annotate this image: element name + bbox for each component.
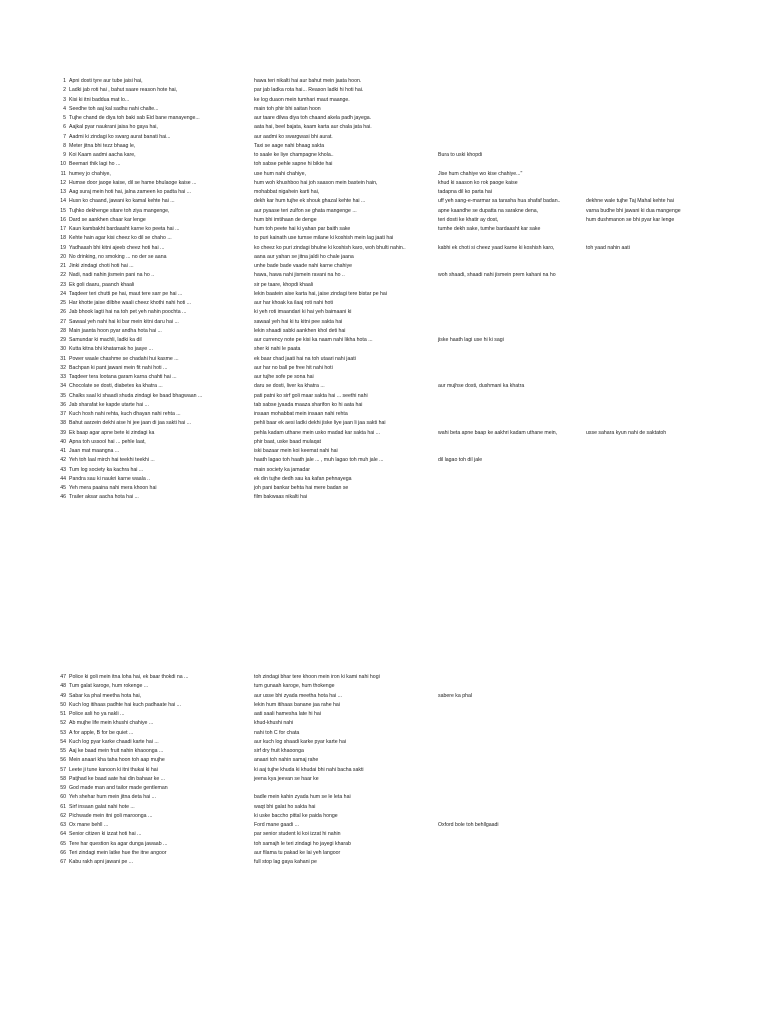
cell-col-c: kabhi ek choti si cheez yaad karne ki koshish karo, bbox=[438, 244, 555, 251]
row-number: 10 bbox=[60, 161, 66, 168]
cell-col-a: Har khotte jaise dilbhe waali cheez khothi nahi hoti ... bbox=[69, 300, 191, 306]
cell-col-a: Tere har question ka agar dunga jawaab ... bbox=[69, 840, 168, 847]
cell-col-a: Kuch hosh nahi rehta, kuch dhayan nahi rehta ... bbox=[69, 411, 181, 417]
cell-col-c: tadapna dil ko parta hai bbox=[438, 189, 492, 195]
cell-col-b: lekin baatein aise karta hai, jaise zindagi tere bistar pe hai bbox=[254, 290, 387, 297]
table-row bbox=[0, 382, 768, 391]
row-number: 35 bbox=[60, 392, 66, 399]
cell-col-a: Main jaanta hoon pyar andha hota hai ... bbox=[69, 327, 162, 334]
cell-col-b: toh zindagi bhar tere khoon mein iron ki kami nahi hogi bbox=[254, 674, 380, 680]
cell-col-a: Tum galat karoge, hum rokenge ... bbox=[69, 683, 149, 690]
row-number: 26 bbox=[60, 309, 66, 316]
table-row bbox=[0, 327, 768, 336]
row-number: 6 bbox=[63, 124, 66, 131]
cell-col-b: ke log duaon mein tumhari maut maange. bbox=[254, 96, 350, 103]
row-number: 21 bbox=[60, 263, 66, 269]
dialogue-table-bottom bbox=[0, 673, 768, 867]
row-number: 7 bbox=[63, 133, 66, 140]
cell-col-c: Jise hum chahiye wo kise chahiye..." bbox=[438, 170, 523, 177]
cell-col-a: Jinki zindagi choti hoti hai ... bbox=[69, 263, 134, 269]
row-number: 15 bbox=[60, 207, 66, 214]
table-row bbox=[0, 840, 768, 849]
cell-col-a: Ladki jab roti hai , bahut saare reason hote hai, bbox=[69, 87, 178, 94]
row-number: 16 bbox=[60, 216, 66, 223]
table-row bbox=[0, 401, 768, 410]
row-number: 53 bbox=[60, 729, 66, 736]
table-row bbox=[0, 262, 768, 271]
row-number: 40 bbox=[60, 438, 66, 445]
table-row bbox=[0, 701, 768, 710]
cell-col-a: Trailer aksar aacha hota hai ... bbox=[69, 494, 139, 501]
table-row bbox=[0, 803, 768, 812]
cell-col-a: Apni dosti tyre aur tube jaisi hai, bbox=[69, 78, 143, 84]
cell-col-a: Jaan mat maangna ... bbox=[69, 448, 120, 454]
table-row bbox=[0, 160, 768, 169]
table-row bbox=[0, 493, 768, 502]
table-row bbox=[0, 438, 768, 447]
table-row bbox=[0, 793, 768, 802]
cell-col-a: Kisi ki itni baddua mat lo... bbox=[69, 96, 130, 103]
cell-col-b: hum toh peete hai ki yahan par baith sake bbox=[254, 226, 351, 232]
row-number: 56 bbox=[60, 757, 66, 764]
cell-col-b: aur har khoak ka ilaaj roti nahi hoti bbox=[254, 300, 334, 306]
cell-col-d: toh yaad nahin aati bbox=[586, 244, 630, 251]
table-row bbox=[0, 766, 768, 775]
row-number: 44 bbox=[60, 475, 66, 482]
dialogue-table-top bbox=[0, 77, 768, 503]
cell-col-b: aur tujhe sofe pe sona hai bbox=[254, 374, 314, 380]
cell-col-a: Pichwade mein itni goli maroonga ... bbox=[69, 812, 153, 819]
cell-col-a: Kaun kambakht bardaasht karne ko peeta hai ... bbox=[69, 226, 180, 232]
cell-col-c: apne kaandhe se dupatta na sarakne dena, bbox=[438, 207, 539, 214]
cell-col-c: woh shaadi, shaadi nahi jismein prem kahani na ho bbox=[438, 272, 556, 279]
cell-col-a: Aaj ke baad mein fruit nahin khaoonga ... bbox=[69, 748, 164, 754]
cell-col-b: aana aur yahan se jitna jaldi ho chale jaana bbox=[254, 253, 354, 260]
cell-col-b: aata hai, beel bajata, kaam karta aur chala jata hai. bbox=[254, 124, 372, 131]
row-number: 47 bbox=[60, 674, 66, 680]
cell-col-b: badle mein kahin zyada hum se le leta hai bbox=[254, 794, 351, 801]
cell-col-d: usse sahara kyun nahi de saktatoh bbox=[586, 429, 667, 436]
cell-col-a: Yadhaash bhi kitni ajeeb cheez hoti hai ... bbox=[69, 244, 165, 251]
cell-col-a: Seedhe toh aaj kal sadhu nahi chalte... bbox=[69, 105, 159, 112]
cell-col-b: sir pe taare, khopdi khaali bbox=[254, 281, 314, 288]
table-row bbox=[0, 830, 768, 839]
row-number: 33 bbox=[60, 374, 66, 380]
cell-col-a: Leete ji tune kanoon ki itni thukai ki hai bbox=[69, 766, 158, 773]
cell-col-b: use hum nahi chahiye, bbox=[254, 170, 306, 177]
table-row bbox=[0, 96, 768, 105]
cell-col-c: dil lagao toh dil jale bbox=[438, 457, 483, 464]
cell-col-a: Bahut aarzein dekhi aise hi jee jaan di jaa sakti hai ... bbox=[69, 420, 191, 427]
cell-col-b: sher ki nahi le paata bbox=[254, 346, 301, 353]
row-number: 49 bbox=[60, 692, 66, 699]
row-number: 24 bbox=[60, 290, 66, 297]
cell-col-b: khud-khushi nahi bbox=[254, 720, 294, 727]
table-row bbox=[0, 308, 768, 317]
cell-col-a: Kuch log pyar karke chaadi karte hai ... bbox=[69, 738, 159, 745]
row-number: 18 bbox=[60, 235, 66, 242]
row-number: 19 bbox=[60, 244, 66, 251]
cell-col-c: teri dosti ke khatir ay dost, bbox=[438, 216, 499, 223]
cell-col-a: Ek baap agar apne bete ki zindagi ka bbox=[69, 429, 155, 436]
row-number: 2 bbox=[63, 87, 66, 94]
cell-col-a: Jab sharafat ke kapde utarte hai ... bbox=[69, 401, 149, 408]
table-row bbox=[0, 114, 768, 123]
table-row bbox=[0, 197, 768, 206]
cell-col-b: toh sabse pehle sapne hi bikte hai bbox=[254, 161, 333, 168]
cell-col-c: aur mujhse dosti, dushmani ka khatra bbox=[438, 383, 525, 390]
row-number: 48 bbox=[60, 683, 66, 690]
table-row bbox=[0, 281, 768, 290]
cell-col-a: No drinking, no smoking ... no der se aana bbox=[69, 253, 167, 260]
row-number: 42 bbox=[60, 457, 66, 464]
cell-col-a: Yeh toh laal mirch hai teekhi teekhi ... bbox=[69, 457, 155, 464]
table-row bbox=[0, 738, 768, 747]
cell-col-a: Yeh shehar hum mein jitna deta hai ... bbox=[69, 794, 156, 801]
cell-col-b: ki yeh roti imaandari ki hai yeh baimaani ki bbox=[254, 309, 352, 316]
table-row bbox=[0, 719, 768, 728]
row-number: 65 bbox=[60, 840, 66, 847]
cell-col-c: wahi beta apne baap ke aakhri kadam uthane mein, bbox=[438, 429, 558, 436]
cell-col-a: Koi Kaam aadmi aacha kare, bbox=[69, 152, 136, 158]
row-number: 25 bbox=[60, 300, 66, 306]
cell-col-d: varna budhe bhi jawani ki dua mangenge bbox=[586, 207, 681, 214]
row-number: 63 bbox=[60, 822, 66, 828]
cell-col-a: Kehte hain agar kisi cheez ko dil se chaho ... bbox=[69, 235, 172, 242]
table-row bbox=[0, 849, 768, 858]
cell-col-b: joh pani bankar behta hai mere badan se bbox=[254, 485, 349, 491]
table-row bbox=[0, 784, 768, 793]
row-number: 5 bbox=[63, 115, 66, 121]
table-row bbox=[0, 299, 768, 308]
cell-col-a: Mein anaari kha taha hoon toh aap mujhe bbox=[69, 757, 165, 764]
table-row bbox=[0, 355, 768, 364]
table-row bbox=[0, 775, 768, 784]
table-row bbox=[0, 475, 768, 484]
table-row bbox=[0, 858, 768, 867]
cell-col-b: sirf dry fruit khaoonga bbox=[254, 748, 304, 754]
cell-col-b: anaari toh nahin samaj rahe bbox=[254, 757, 319, 764]
row-number: 13 bbox=[60, 189, 66, 195]
cell-col-b: aur kuch log shaadi karke pyar karte hai bbox=[254, 738, 346, 745]
cell-col-b: main toh phir bhi saitan hoon bbox=[254, 105, 321, 112]
table-row bbox=[0, 86, 768, 95]
row-number: 50 bbox=[60, 701, 66, 708]
row-number: 67 bbox=[60, 859, 66, 865]
row-number: 51 bbox=[60, 711, 66, 717]
row-number: 28 bbox=[60, 327, 66, 334]
cell-col-a: God made man and tailor made gentleman bbox=[69, 785, 168, 791]
table-row bbox=[0, 466, 768, 475]
cell-col-b: tab sabse jyaada maaza sharifon ko hi aata hai bbox=[254, 401, 363, 408]
cell-col-a: A for apple, B for be quiet ... bbox=[69, 729, 134, 736]
row-number: 41 bbox=[60, 448, 66, 454]
cell-col-a: Chalks saal ki shaadi shuda zindagi ke baad bhagwaan ... bbox=[69, 392, 203, 399]
table-row bbox=[0, 216, 768, 225]
cell-col-b: dekh kar hum tujhe ek shouk ghazal kehte hai ... bbox=[254, 198, 366, 205]
cell-col-b: haath lagao toh haath jale ... , muh lagao toh muh jale ... bbox=[254, 457, 384, 464]
cell-col-b: aur filama tu pakad ke lai yeh langoor bbox=[254, 849, 341, 856]
cell-col-a: Patjhad ke baad aate hai din bahaar ke ... bbox=[69, 775, 166, 782]
table-row bbox=[0, 133, 768, 142]
table-row bbox=[0, 692, 768, 701]
cell-col-a: Sirf insaan galat nahi hote ... bbox=[69, 803, 135, 810]
row-number: 54 bbox=[60, 738, 66, 745]
cell-col-a: humey jo chahiye, bbox=[69, 170, 111, 177]
row-number: 59 bbox=[60, 785, 66, 791]
table-row bbox=[0, 345, 768, 354]
row-number: 46 bbox=[60, 494, 66, 501]
row-number: 11 bbox=[60, 170, 66, 177]
table-row bbox=[0, 336, 768, 345]
row-number: 64 bbox=[60, 831, 66, 838]
cell-col-b: iski bazaar mein koi keemat nahi hai bbox=[254, 448, 338, 454]
cell-col-b: ek din tujhe dedh sau ka kafan pehnayega bbox=[254, 475, 352, 482]
cell-col-b: to puri kainath use tumse milane ki koshish mein lag jaati hai bbox=[254, 235, 394, 242]
table-row bbox=[0, 142, 768, 151]
cell-col-b: Taxi se aage nahi bhaag sakta bbox=[254, 142, 325, 149]
cell-col-a: Aadmi ki zindagi ko swarg aurat banati hai... bbox=[69, 133, 171, 140]
cell-col-b: Ford mane gaadi ... bbox=[254, 822, 299, 828]
row-number: 37 bbox=[60, 411, 66, 417]
table-row bbox=[0, 77, 768, 86]
table-row bbox=[0, 729, 768, 738]
row-number: 22 bbox=[60, 272, 66, 279]
table-row bbox=[0, 392, 768, 401]
row-number: 9 bbox=[63, 152, 66, 158]
cell-col-a: Pandra sau ki naukri karne waala .. bbox=[69, 475, 151, 482]
cell-col-a: Ek goli daaru, paanch khaali bbox=[69, 281, 135, 288]
table-row bbox=[0, 244, 768, 253]
cell-col-b: aur har no ball pe free hit nahi hoti bbox=[254, 364, 333, 371]
cell-col-b: unhe bade bade vaade nahi karne chahiye bbox=[254, 263, 353, 269]
cell-col-b: insaan mohabbat mein insaan nahi rehta bbox=[254, 411, 348, 417]
cell-col-b: sawaal yeh hai ki tu kitni pee sakta hai bbox=[254, 318, 343, 325]
cell-col-a: Tujhe chand de diya toh baki sab Eid bane manayenge... bbox=[69, 115, 200, 121]
cell-col-c: jiske haath lagi use hi ki sagi bbox=[438, 337, 504, 343]
cell-col-c: Bura to uski khopdi bbox=[438, 152, 483, 158]
cell-col-b: nahi toh C for chata bbox=[254, 729, 300, 736]
table-row bbox=[0, 812, 768, 821]
cell-col-c: khud ki saason ko rok paoge kaise bbox=[438, 179, 518, 186]
table-row bbox=[0, 123, 768, 132]
cell-col-b: par jab ladka rota hai... Reason ladki hi hoti hai. bbox=[254, 87, 364, 94]
table-row bbox=[0, 373, 768, 382]
cell-col-b: aur taare dilwa diya toh chaand akela padh jayega. bbox=[254, 115, 372, 121]
cell-col-b: aur pyaase teri zulfon se ghata mangenge ... bbox=[254, 207, 357, 214]
cell-col-a: Aajkal pyar naukrani jaisa ho gaya hai, bbox=[69, 124, 158, 131]
table-row bbox=[0, 290, 768, 299]
table-row bbox=[0, 105, 768, 114]
cell-col-b: hawa teri nikalti hai aur bahut mein jaata hoon. bbox=[254, 78, 362, 84]
cell-col-a: Meter jitna bhi tezz bhaag le, bbox=[69, 142, 136, 149]
cell-col-b: pehla kadam uthane mein usko madad kar sakta hai ... bbox=[254, 429, 381, 436]
cell-col-a: Nadi, nadi nahin jismein pani na ho .. bbox=[69, 272, 155, 279]
cell-col-b: film bakwaas nikalti hai bbox=[254, 494, 308, 501]
cell-col-a: Chocolate se dosti, diabetes ka khatra ... bbox=[69, 383, 163, 390]
cell-col-a: Teri zindagi mein latke hue the itne angoor bbox=[69, 849, 167, 856]
cell-col-b: pati patni ko sirf goli maar sakta hai ... seethi nahi bbox=[254, 392, 368, 399]
cell-col-a: Sabar ka phal meetha hota hai, bbox=[69, 692, 142, 699]
cell-col-b: ki aaj tujhe khuda ki khudai bhi nahi bacha sakti bbox=[254, 766, 364, 773]
cell-col-a: Kutta kitna bhi khatarnak ho jaaye ... bbox=[69, 346, 153, 353]
row-number: 3 bbox=[63, 96, 66, 103]
table-row bbox=[0, 419, 768, 428]
cell-col-d: dekhne wale tujhe Taj Mahal kehte hai bbox=[586, 198, 674, 205]
cell-col-a: Bachpan ki pant jawani mein fit nahi hoti ... bbox=[69, 364, 168, 371]
cell-col-b: hum bhi imtihaan de denge bbox=[254, 216, 317, 223]
cell-col-a: Husn ko chaand, jawani ko kamal kehte hai ... bbox=[69, 198, 175, 205]
cell-col-a: Dard se aankhen chaar kar lenge bbox=[69, 216, 146, 223]
cell-col-b: par senior student ki koi izzat hi nahin bbox=[254, 831, 341, 838]
cell-col-a: Apna toh ussool hai ... pehle laat, bbox=[69, 438, 146, 445]
cell-col-b: tum gunaah karoge, hum thokenge bbox=[254, 683, 335, 690]
row-number: 14 bbox=[60, 198, 66, 205]
row-number: 17 bbox=[60, 226, 66, 232]
table-row bbox=[0, 225, 768, 234]
cell-col-b: to saale ke liye champagne khola.. bbox=[254, 152, 334, 158]
cell-col-a: Kabu rakh apni jawani pe ... bbox=[69, 859, 134, 865]
table-row bbox=[0, 456, 768, 465]
cell-col-d: hum dushmanon se bhi pyar kar lenge bbox=[586, 216, 675, 223]
cell-col-a: Ox mane behll ... bbox=[69, 822, 109, 828]
table-row bbox=[0, 253, 768, 262]
table-row bbox=[0, 756, 768, 765]
table-row bbox=[0, 207, 768, 216]
table-row bbox=[0, 821, 768, 830]
cell-col-b: hum woh khushboo hai joh saason mein bastein hain, bbox=[254, 179, 378, 186]
row-number: 23 bbox=[60, 281, 66, 288]
cell-col-c: Oxford bole toh behllgaadi bbox=[438, 822, 499, 828]
row-number: 52 bbox=[60, 720, 66, 727]
table-row bbox=[0, 682, 768, 691]
cell-col-b: lekin shaadi sabki aankhen khol deti hai bbox=[254, 327, 346, 334]
cell-col-a: Kuch log itihaas padhte hai kuch padhaate hai ... bbox=[69, 701, 181, 708]
row-number: 60 bbox=[60, 794, 66, 801]
row-number: 45 bbox=[60, 485, 66, 491]
row-number: 39 bbox=[60, 429, 66, 436]
cell-col-a: Sawaal yeh nahi hai ki bar mein kitni daru hai ... bbox=[69, 318, 179, 325]
table-row bbox=[0, 234, 768, 243]
cell-col-a: Ab mujhe life mein khushi chahiye ... bbox=[69, 720, 154, 727]
table-row bbox=[0, 179, 768, 188]
row-number: 43 bbox=[60, 466, 66, 473]
cell-col-a: Jab bhook lagti hai na toh pet yeh nahin poochta ... bbox=[69, 309, 187, 316]
row-number: 58 bbox=[60, 775, 66, 782]
table-row bbox=[0, 271, 768, 280]
row-number: 61 bbox=[60, 803, 66, 810]
table-row bbox=[0, 410, 768, 419]
cell-col-b: main society ka jamadar bbox=[254, 466, 310, 473]
cell-col-a: Taqdeer tera lootana garam karna chahti hai ... bbox=[69, 374, 177, 380]
row-number: 4 bbox=[63, 105, 66, 112]
row-number: 57 bbox=[60, 766, 66, 773]
cell-col-a: Police asli ho ya nakli ... bbox=[69, 711, 125, 717]
row-number: 34 bbox=[60, 383, 66, 390]
table-row bbox=[0, 673, 768, 682]
cell-col-b: aati saali hamesha late hi hai bbox=[254, 711, 321, 717]
cell-col-a: Yeh mera paaina nahi mera khoon hai bbox=[69, 485, 157, 491]
cell-col-b: hawa, hawa nahi jismein ravani na ho .. bbox=[254, 272, 345, 279]
table-row bbox=[0, 318, 768, 327]
cell-col-b: ki uske baccho pittal ke paida honge bbox=[254, 812, 338, 819]
row-number: 32 bbox=[60, 364, 66, 371]
cell-col-a: Police ki goli mein itna loha hai, ek baar thokdi na ... bbox=[69, 674, 189, 680]
row-number: 20 bbox=[60, 253, 66, 260]
table-row bbox=[0, 710, 768, 719]
table-row bbox=[0, 429, 768, 438]
cell-col-b: pehli baar ek aesi ladki dekhi jiske liye jaan li jaa sakti hai bbox=[254, 420, 386, 427]
row-number: 12 bbox=[60, 179, 66, 186]
row-number: 29 bbox=[60, 337, 66, 343]
cell-col-b: phir baat, uske baad mulaqat bbox=[254, 438, 321, 445]
cell-col-b: daru se dosti, liver ka khatra ... bbox=[254, 383, 325, 390]
cell-col-b: full stop lag gaya kahani pe bbox=[254, 859, 317, 865]
row-number: 62 bbox=[60, 812, 66, 819]
row-number: 66 bbox=[60, 849, 66, 856]
row-number: 30 bbox=[60, 346, 66, 353]
table-row bbox=[0, 364, 768, 373]
row-number: 1 bbox=[63, 78, 66, 84]
cell-col-a: Humse door jaoge kaise, dil se hame bhulaoge kaise ... bbox=[69, 179, 197, 186]
cell-col-a: Taqdeer teri chutti pe hai, maut tere sarr pe hai ... bbox=[69, 290, 183, 297]
cell-col-a: Power waale chashme se chadahi hui kasme ... bbox=[69, 355, 179, 362]
row-number: 27 bbox=[60, 318, 66, 325]
table-row bbox=[0, 188, 768, 197]
cell-col-b: waqt bhi galat ho sakta hai bbox=[254, 803, 316, 810]
cell-col-c: uff yeh sang-e-marmar sa tarasha hua shafaf badan.. bbox=[438, 198, 561, 205]
cell-col-c: sabere ka phal bbox=[438, 692, 473, 699]
cell-col-b: toh samajh le teri zindagi ho jayegi kharab bbox=[254, 840, 351, 847]
table-row bbox=[0, 484, 768, 493]
row-number: 38 bbox=[60, 420, 66, 427]
cell-col-b: ko cheez ko puri zindagi bhulne ki koshish karo, woh bhulti nahin.. bbox=[254, 244, 406, 251]
row-number: 55 bbox=[60, 748, 66, 754]
table-row bbox=[0, 747, 768, 756]
cell-col-b: aur currency note pe kisi ka naam nahi likha hota ... bbox=[254, 337, 373, 343]
row-number: 8 bbox=[63, 142, 66, 149]
cell-col-a: Aag suraj mein hoti hai, jalna zameen ko padta hai ... bbox=[69, 189, 191, 195]
cell-col-b: aur aadmi ko swargwasi bhi aurat. bbox=[254, 133, 333, 140]
cell-col-a: Senior citizen ki izzat hoti hai ... bbox=[69, 831, 142, 838]
table-row bbox=[0, 447, 768, 456]
table-row bbox=[0, 170, 768, 179]
row-number: 36 bbox=[60, 401, 66, 408]
cell-col-b: mohabbat nigahein karti hai, bbox=[254, 189, 320, 195]
cell-col-a: Beemari thik lagi ho ... bbox=[69, 161, 121, 168]
cell-col-a: Tujhko dekhenge sitare toh ziya mangenge, bbox=[69, 207, 170, 214]
cell-col-c: tumhe dekh sake, tumhe bardaasht kar sake bbox=[438, 226, 541, 232]
cell-col-a: Tum log society ka kachra hai ... bbox=[69, 466, 144, 473]
cell-col-b: lekin hum itihaas banane jaa rahe hai bbox=[254, 701, 340, 708]
cell-col-b: ek baar chad jaati hai na toh utaari nahi jaati bbox=[254, 355, 356, 362]
cell-col-b: jeena kya jeevan se haar ke bbox=[254, 775, 319, 782]
table-row bbox=[0, 151, 768, 160]
cell-col-b: aur usse bhi zyada meetha hota hai ... bbox=[254, 692, 342, 699]
row-number: 31 bbox=[60, 355, 66, 362]
cell-col-a: Samundar ki machli, ladki ka dil bbox=[69, 337, 142, 343]
